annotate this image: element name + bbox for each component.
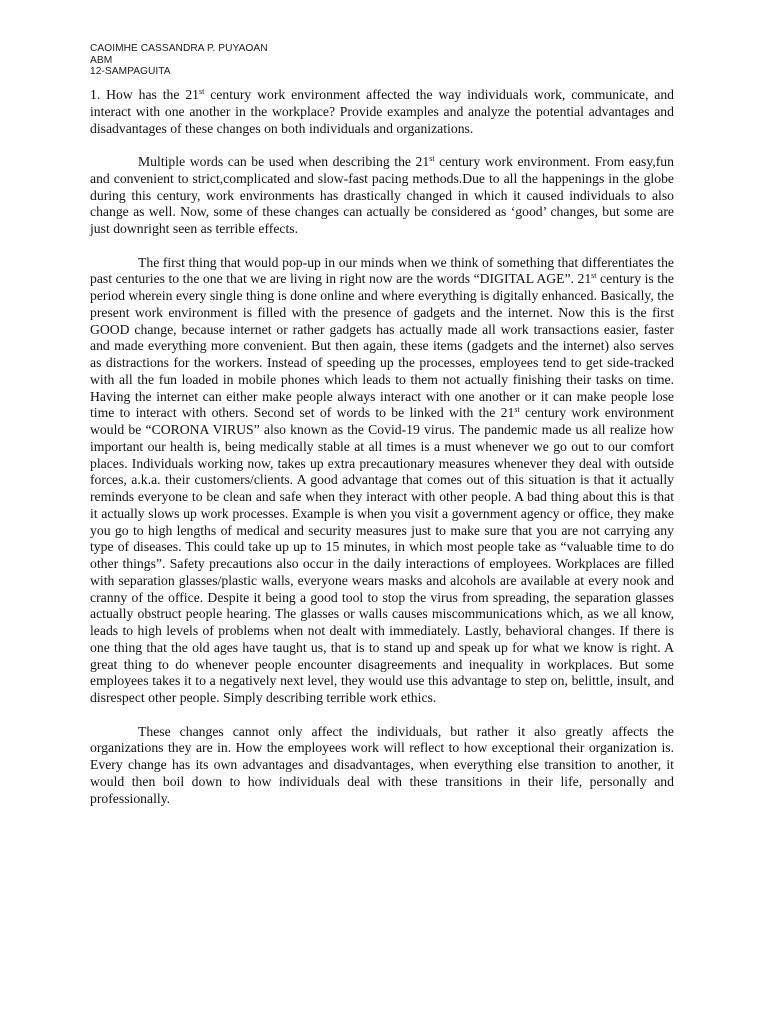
- paragraph-2-text-start: The first thing that would pop-up in our minds when we think of something that differentiates the past centuries to the one that we are living in right now are the words “DIGITAL AGE”. 21: [90, 254, 674, 287]
- student-strand: ABM: [90, 54, 113, 66]
- essay-paragraph-1: [90, 154, 674, 238]
- essay-question: [90, 87, 674, 137]
- paragraph-1-text-end: century work environment. From easy,fun and convenient to strict,complicated and slow-fast pacing methods.Due to all the happenings in the globe during this century, work environments has drastically changed in which it caused individuals to also change as well. Now, some of these changes can actually be considered as ‘good’ changes, but some are just downright seen as terrible effects.: [90, 154, 674, 236]
- essay-paragraph-2: [90, 255, 674, 707]
- question-text-end: century work environment affected the way individuals work, communicate, and interact with one another in the workplace? Provide examples and analyze the potential advantages and disadvantages of these changes on both individuals and organizations.: [90, 87, 675, 136]
- paragraph-1-text-start: Multiple words can be used when describing the 21: [138, 154, 430, 169]
- student-section: 12-SAMPAGUITA: [90, 66, 171, 78]
- student-name: CAOIMHE CASSANDRA P. PUYAOAN: [90, 43, 268, 54]
- essay-paragraph-3: These changes cannot only affect the individuals, but rather it also greatly affects the organizations they are in. How the employees work will reflect to how exceptional their organization is. Every change has its own advantages and disadvantages, when everything else transition to another, it would then boil down to how individuals deal with these transitions in their life, personally and professionally.: [90, 723, 674, 806]
- paragraph-2-superscript-1: st: [591, 271, 597, 281]
- question-superscript: st: [199, 87, 205, 96]
- question-text-start: How has the 21: [106, 87, 200, 102]
- essay-body: [90, 87, 674, 807]
- paragraph-2-superscript-2: st: [514, 405, 520, 415]
- paragraph-2-text-end: century work environment would be “CORONA VIRUS” also known as the Covid-19 virus. The pandemic made us all realize how important our health is, being medically stable at all times is a must whenever we go out to our comfort places. Individuals working now, takes up extra precautionary measures whenever they deal with outside forces, a.k.a. their customers/clients. A good advantage that comes out of this situation is that it actually reminds everyone to be clean and safe when they interact with other people. A bad thing about this is that it actually slows up work processes. Example is when you visit a government agency or office, they make you go to high lengths of medical and security measures just to make sure that you are not carrying any type of diseases. This could take up up to 15 minutes, in which most people take as “valuable time to do other things”. Safety precautions also occur in the daily interactions of employees. Workplaces are filled with separation glasses/plastic walls, everyone wears masks and alcohols are available at every nook and cranny of the office. Despite it being a good tool to stop the virus from spreading, the separation glasses actually obstruct people hearing. The glasses or walls causes miscommunications which, as we all know, leads to high levels of problems when not dealt with immediately. Lastly, behavioral changes. If there is one thing that the old ages have taught us, that is to stand up and speak up for what we know is right. A great thing to do whenever people encounter disagreements and inequality in workplaces. But some employees takes it to a negatively next level, they would use this advantage to step on, belittle, insult, and disrespect other people. Simply describing terrible work ethics.: [90, 405, 674, 705]
- paragraph-1-superscript: st: [429, 154, 435, 163]
- paragraph-2-text-middle: century is the period wherein every single thing is done online and where everything is digitally enhanced. Basically, the present work environment is filled with the presence of gadgets and the internet. Now this is the first GOOD change, because internet or rather gadgets has actually made all work transactions easier, faster and made everything more convenient. But then again, these items (gadgets and the internet) also serves as distractions for the workers. Instead of speeding up the processes, employees tend to get side-tracked with all the fun loaded in mobile phones which leads to them not actually finishing their tasks on time. Having the internet can either make people always interact with one another or it can make people lose time to interact with others. Second set of words to be linked with the 21: [90, 271, 674, 421]
- student-header: [90, 43, 268, 78]
- question-number: 1.: [90, 87, 101, 102]
